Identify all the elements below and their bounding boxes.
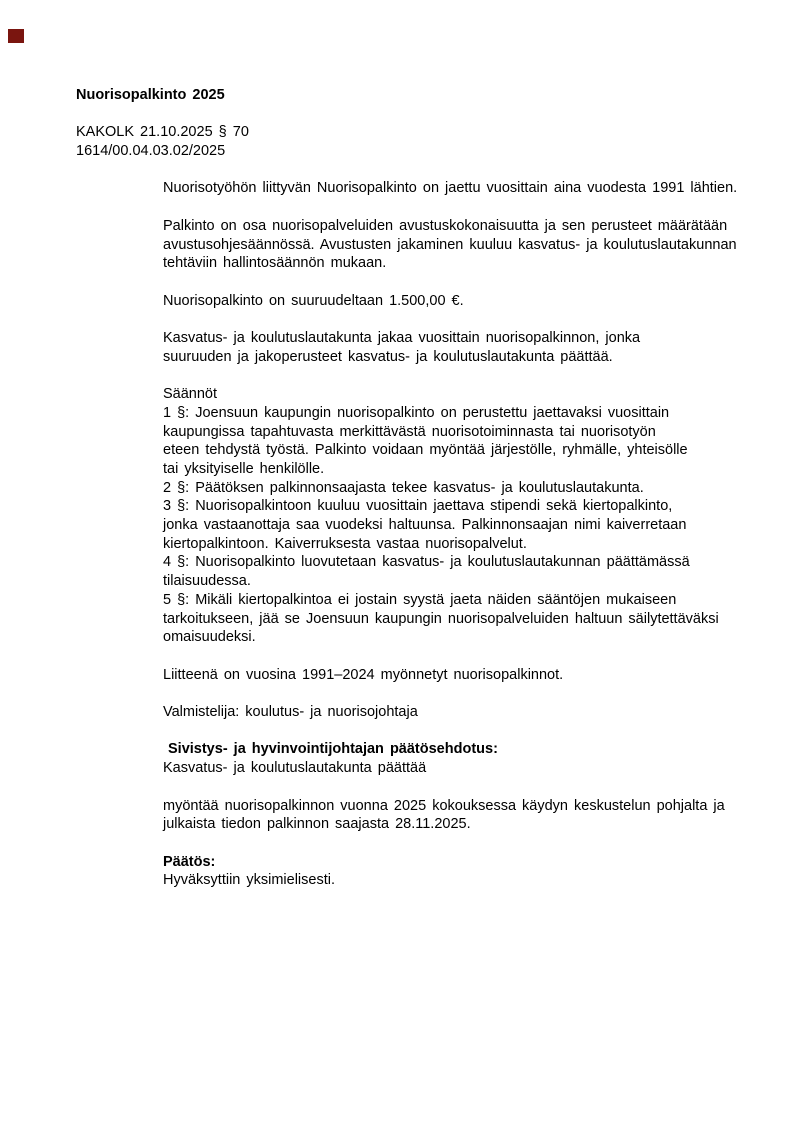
case-number: 1614/00.04.03.02/2025: [76, 143, 226, 160]
text-line: 4 §: Nuorisopalkinto luovutetaan kasvatus- ja koulutuslautakunnan päättämässä: [163, 554, 690, 571]
text-line: 5 §: Mikäli kiertopalkintoa ei jostain syystä jaeta näiden sääntöjen mukaiseen: [163, 591, 677, 608]
text-line: eteen tehdystä työstä. Palkinto voidaan myöntää järjestölle, ryhmälle, yhteisölle: [163, 442, 688, 459]
document-title: Nuorisopalkinto 2025: [76, 87, 225, 103]
paragraph-rules: [163, 385, 754, 647]
text-line: 3 §: Nuorisopalkintoon kuuluu vuosittain jaettava stipendi sekä kiertopalkinto,: [163, 498, 673, 515]
decision-heading: Päätös:: [163, 853, 216, 870]
text-line: 2 §: Päätöksen palkinnonsaajasta tekee kasvatus- ja koulutuslautakunta.: [163, 479, 644, 496]
text-line: jonka vastaanottaja saa vuodeksi haltuunsa. Palkinnonsaajan nimi kaiverretaan: [163, 517, 687, 534]
text-line: Nuorisotyöhön liittyvän Nuorisopalkinto on jaettu vuosittain aina vuodesta 1991 lähtien.: [163, 180, 738, 197]
paragraph-award-amount: [163, 292, 754, 311]
text-line: tarkoitukseen, jää se Joensuun kaupungin nuorisopalveluiden haltuun säilytettäväksi: [163, 610, 719, 627]
text-line: suuruuden ja jakoperusteet kasvatus- ja koulutuslautakunta päättää.: [163, 348, 613, 365]
text-line: Palkinto on osa nuorisopalveluiden avustuskokonaisuutta ja sen perusteet määrätään: [163, 217, 728, 234]
document-body: [76, 86, 754, 909]
paragraph-decision-proposal: [163, 740, 754, 777]
text-line: omaisuudeksi.: [163, 629, 256, 646]
text-line: Kasvatus- ja koulutuslautakunta päättää: [163, 760, 427, 777]
text-line: myöntää nuorisopalkinnon vuonna 2025 kokouksessa käydyn keskustelun pohjalta ja: [163, 797, 725, 814]
paragraph-intro: [163, 179, 754, 198]
text-line: Liitteenä on vuosina 1991–2024 myönnetyt nuorisopalkinnot.: [163, 666, 564, 683]
paragraph-attachment-note: [163, 666, 754, 685]
paragraph-award-basis: [163, 217, 754, 273]
text-line: Kasvatus- ja koulutuslautakunta jakaa vuosittain nuorisopalkinnon, jonka: [163, 330, 641, 347]
rules-heading: Säännöt: [163, 386, 218, 403]
text-line: Valmistelija: koulutus- ja nuorisojohtaja: [163, 704, 418, 721]
meeting-reference: KAKOLK 21.10.2025 § 70: [76, 124, 249, 141]
paragraph-proposal-content: [163, 797, 754, 834]
text-line: julkaista tiedon palkinnon saajasta 28.11.2025.: [163, 816, 471, 833]
text-line: 1 §: Joensuun kaupungin nuorisopalkinto on perustettu jaettavaksi vuosittain: [163, 404, 670, 421]
text-line: avustusohjesäännössä. Avustusten jakaminen kuuluu kasvatus- ja koulutuslautakunnan: [163, 236, 737, 253]
text-line: tilaisuudessa.: [163, 573, 251, 590]
text-line: kaupungissa tapahtuvasta merkittävästä nuorisotoiminnasta tai nuorisotyön: [163, 423, 656, 440]
text-line: tai yksityiselle henkilölle.: [163, 460, 325, 477]
paragraph-board-role: [163, 329, 754, 366]
paragraph-preparer: [163, 703, 754, 722]
text-line: tehtäviin hallintosäännön mukaan.: [163, 255, 387, 272]
decision-proposal-heading: Sivistys- ja hyvinvointijohtajan päätösehdotus:: [168, 741, 498, 758]
text-line: kiertopalkintoon. Kaiverruksesta vastaa nuorisopalvelut.: [163, 535, 527, 552]
paragraph-decision: [163, 853, 754, 890]
logo-placeholder-square: [8, 29, 24, 43]
text-line: Nuorisopalkinto on suuruudeltaan 1.500,00 €.: [163, 292, 464, 309]
text-line: Hyväksyttiin yksimielisesti.: [163, 872, 335, 889]
